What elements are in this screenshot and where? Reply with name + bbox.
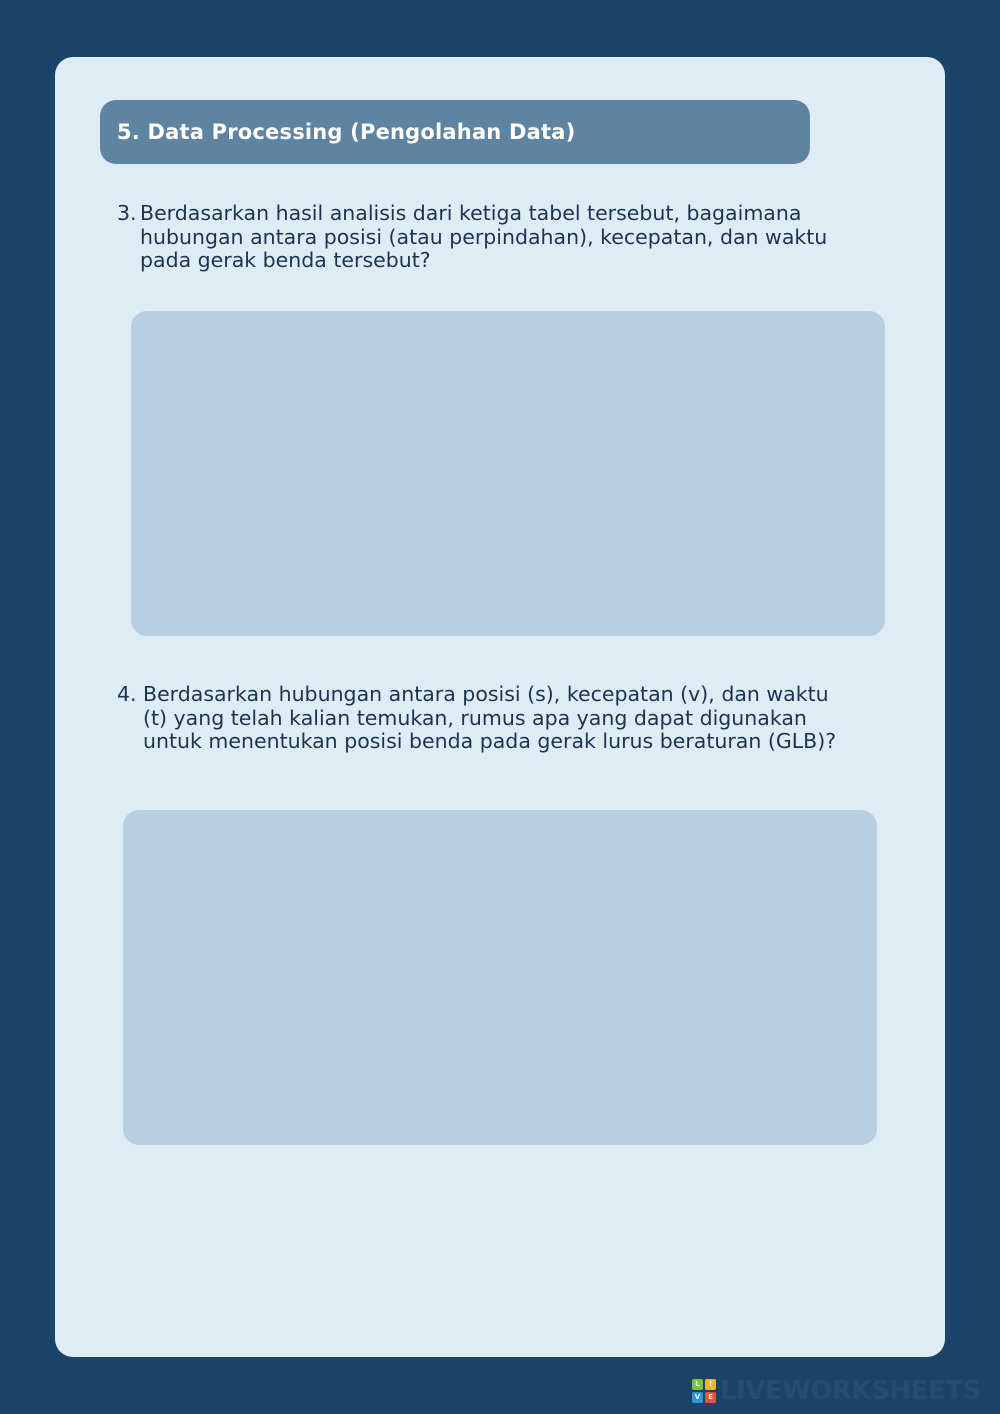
logo-letter-v: V <box>692 1392 703 1403</box>
liveworksheets-watermark <box>692 1376 981 1406</box>
logo-letter-l: L <box>692 1379 703 1390</box>
answer-box-question-4[interactable] <box>123 810 877 1145</box>
question-4-text <box>143 683 907 754</box>
answer-box-question-3[interactable] <box>131 311 885 636</box>
question-3-line: pada gerak benda tersebut? <box>140 248 431 272</box>
question-4-line: (t) yang telah kalian temukan, rumus apa yang dapat digunakan <box>143 705 807 730</box>
question-4-line: Berdasarkan hubungan antara posisi (s), kecepatan (v), dan waktu <box>143 682 829 706</box>
logo-letter-e: E <box>705 1392 716 1403</box>
question-3 <box>117 202 887 273</box>
question-3-line: Berdasarkan hasil analisis dari ketiga tabel tersebut, bagaimana <box>140 201 802 225</box>
section-title: 5. Data Processing (Pengolahan Data) <box>117 120 576 144</box>
logo-letter-i: I <box>705 1379 716 1390</box>
watermark-text: LIVEWORKSHEETS <box>720 1376 981 1406</box>
question-3-text <box>140 202 887 273</box>
section-header-banner <box>100 100 810 164</box>
question-3-line: hubungan antara posisi (atau perpindahan), kecepatan, dan waktu <box>140 224 828 249</box>
question-4-number: 4. <box>117 682 137 706</box>
liveworksheets-logo-icon <box>692 1379 716 1403</box>
worksheet-page <box>55 57 945 1357</box>
question-3-number: 3. <box>117 201 137 225</box>
question-4-line: untuk menentukan posisi benda pada gerak lurus beraturan (GLB)? <box>143 729 837 753</box>
question-4 <box>117 683 907 754</box>
